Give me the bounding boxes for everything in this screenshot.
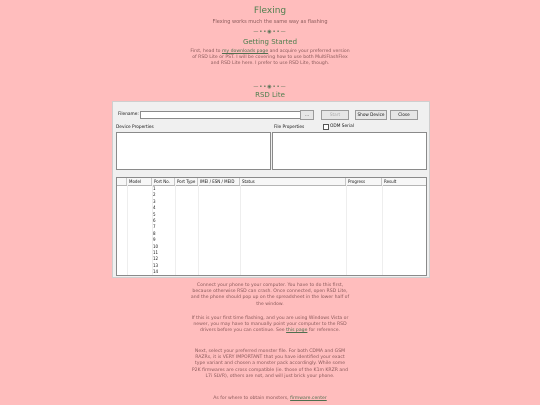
column-status[interactable]: Status (240, 178, 346, 185)
port-number-cell: 8 (153, 230, 156, 236)
port-number-cell: 1 (153, 186, 156, 191)
port-number-cell: 12 (153, 256, 159, 262)
port-number-cell: 6 (153, 218, 156, 223)
port-number-cell: 13 (153, 262, 159, 268)
show-device-button[interactable]: Show Device (355, 110, 387, 120)
column-port-no[interactable]: Port No. (152, 178, 175, 185)
column-imei[interactable]: IMEI / ESN / MEID (198, 178, 240, 185)
close-button[interactable]: Close (390, 110, 418, 120)
filename-label: Filename: (118, 112, 139, 117)
start-button[interactable]: Start (321, 110, 349, 120)
page-title: Flexing (253, 6, 287, 16)
port-number-cell: 3 (153, 198, 156, 204)
table-row[interactable] (117, 269, 426, 276)
device-properties-label: Device Properties (116, 125, 154, 130)
port-number-cell: 4 (153, 205, 156, 211)
port-number-cell: 5 (153, 211, 156, 217)
table-header (117, 178, 426, 186)
file-properties-label: File Properties (274, 125, 305, 130)
column-port-type[interactable]: Port Type (175, 178, 198, 185)
getting-started-heading: Getting Started (242, 38, 298, 46)
connect-paragraph: Connect your phone to your computer. You have to do this first, because otherwise RSD can crash. Once connected, open RSD Lite, and the phone should pop up on the spreadsheet in the lower half of the window. (190, 283, 350, 307)
monster-file-paragraph: Next, select your preferred monster file. For both CDMA and GSM RAZRs, it is VERY IMPORTANT that you have identified your exact type variant and chosen a monster pack accordingly. While some P2K firmwares are cross compatible (ie. those of the K1m KRZR and L7i SLVR), others are not, and will just brick your phone. (191, 349, 349, 379)
port-number-cell: 9 (153, 237, 156, 243)
odm-serial-checkbox[interactable] (323, 124, 329, 130)
drivers-reference-link[interactable]: this page (286, 328, 308, 334)
divider-ornament: —••◉••— (253, 29, 287, 35)
odm-serial-label: ODM Serial (330, 124, 354, 129)
port-number-cell: 11 (153, 250, 159, 255)
port-number-cell: 14 (153, 269, 159, 275)
column-result[interactable]: Result (384, 179, 397, 184)
column-model[interactable]: Model (127, 178, 152, 185)
page-subtitle: Flexing works much the same way as flashing (212, 19, 328, 25)
device-table[interactable] (116, 177, 427, 276)
file-properties-panel (272, 132, 427, 170)
drivers-paragraph: If this is your first time flashing, and you are using Windows Vista or newer, you may have to manually point your computer to the RSD drivers before you can continue. See this page for reference. (191, 316, 349, 334)
rsd-lite-window (112, 101, 430, 278)
browse-button[interactable]: ... (300, 110, 314, 120)
obtain-monsters-paragraph: As for where to obtain monsters, firmware.center (213, 396, 327, 401)
device-properties-panel (116, 132, 271, 170)
firmware-center-link[interactable]: firmware.center (290, 396, 327, 401)
rsd-lite-heading: RSD Lite (255, 91, 285, 99)
port-number-cell: 7 (153, 224, 156, 230)
getting-started-paragraph: First, head to my downloads page and acquire your preferred version of RSD Lite or PST. I will be covering how to use both MultiFlashFlex and RSD Lite here. I prefer to use RSD Lite, though. (190, 49, 350, 67)
filename-input[interactable] (140, 111, 310, 119)
port-number-cell: 2 (153, 192, 156, 198)
column-progress[interactable]: Progress (346, 178, 382, 185)
downloads-link[interactable]: my downloads page (221, 49, 269, 54)
port-number-cell: 10 (153, 243, 159, 249)
divider-ornament: —••◉••— (253, 84, 287, 90)
